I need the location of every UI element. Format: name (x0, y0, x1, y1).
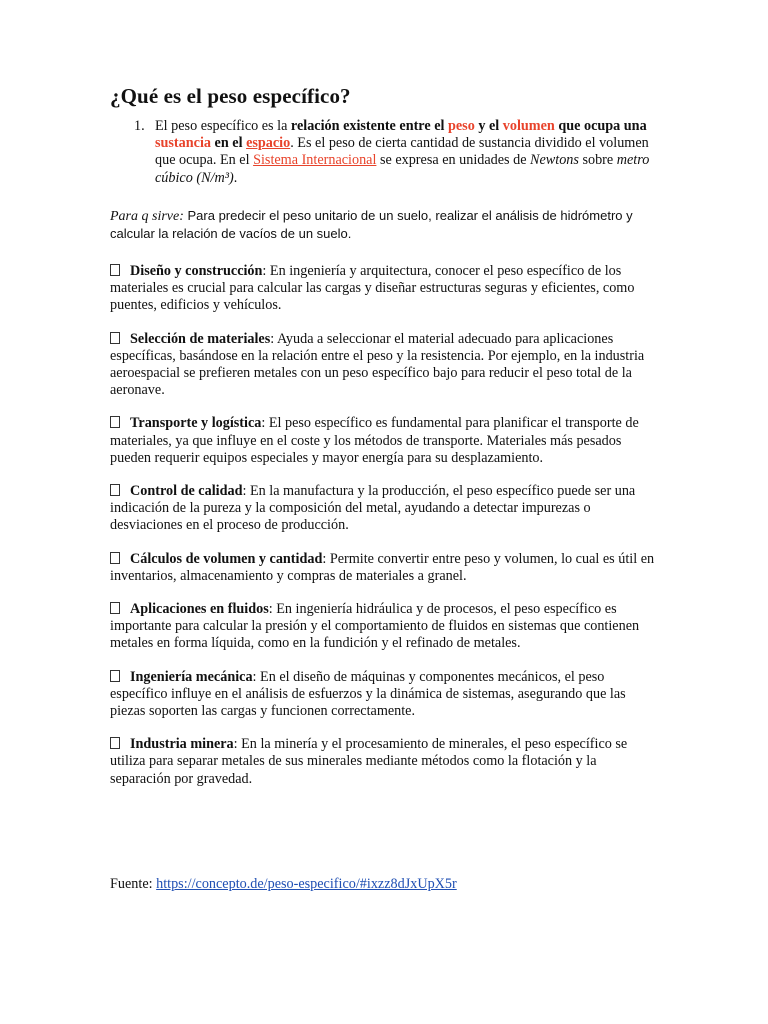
bullet-aplicaciones-fluidos (110, 601, 660, 653)
checkbox-glyph-icon (110, 552, 120, 564)
definition-bold-2: y el (474, 118, 503, 134)
unit-metro-cubico: metro cúbico (N/m³) (155, 152, 650, 186)
source-line (110, 876, 457, 893)
checkbox-glyph-icon (110, 416, 120, 428)
link-sistema-internacional[interactable]: Sistema Internacional (253, 152, 377, 169)
definition-text-4: sobre (578, 152, 617, 169)
bullet-text: : Permite convertir entre peso y volumen, lo cual es útil en inventarios, almacenamiento y compras de materiales a granel. (110, 550, 655, 584)
purpose-paragraph (110, 207, 655, 242)
bullet-title: Industria minera (130, 736, 234, 753)
checkbox-glyph-icon (110, 737, 120, 749)
bullet-text: : El peso específico es fundamental para planificar el transporte de materiales, ya que influye en el coste y los métodos de transporte. Materiales más pesados pueden requerir equipos especiales y mayor energía para su desplazamiento. (110, 415, 639, 466)
bullet-title: Selección de materiales (130, 330, 271, 347)
page-title: ¿Qué es el peso específico? (110, 84, 351, 108)
definition-text (155, 118, 650, 187)
bullet-title: Transporte y logística (130, 415, 262, 432)
checkbox-glyph-icon (110, 484, 120, 496)
definition-text-5: . (233, 169, 238, 186)
definition-text-1: El peso específico es la (155, 118, 291, 134)
bullet-title: Cálculos de volumen y cantidad (130, 550, 323, 567)
bullet-title: Aplicaciones en fluidos (130, 601, 269, 618)
checkbox-glyph-icon (110, 602, 120, 614)
definition-bold-4: en el (210, 135, 247, 152)
bullet-calculos-volumen (110, 551, 660, 585)
checkbox-glyph-icon (110, 332, 120, 344)
term-sustancia: sustancia (155, 135, 211, 152)
definition-list-item (110, 118, 650, 187)
definition-bold-3: que ocupa una (554, 118, 647, 134)
applications-list (110, 263, 660, 804)
bullet-text: : Ayuda a seleccionar el material adecuado para aplicaciones específicas, basándose en la relación entre el peso y la resistencia. Por ejemplo, en la industria aeroespacial se prefieren metales con un peso específico bajo para reducir el peso total de la aeronave. (110, 330, 645, 399)
source-label: Fuente: (110, 876, 157, 892)
term-peso: peso (447, 118, 475, 134)
definition-bold-1: relación existente entre el (290, 118, 448, 134)
bullet-industria-minera (110, 736, 660, 788)
purpose-body: Para predecir el peso unitario de un suelo, realizar el análisis de hidrómetro y calcular la relación de vacíos de un suelo. (110, 208, 633, 241)
link-espacio[interactable]: espacio (246, 135, 291, 152)
bullet-title: Control de calidad (130, 483, 243, 500)
bullet-text: : En ingeniería y arquitectura, conocer el peso específico de los materiales es crucial para calcular las cargas y diseñar estructuras seguras y eficientes, como puentes, edificios y vehículos. (110, 263, 635, 314)
term-volumen: volumen (502, 118, 555, 134)
checkbox-glyph-icon (110, 264, 120, 276)
bullet-seleccion-materiales (110, 331, 660, 400)
bullet-transporte-logistica (110, 415, 660, 467)
bullet-title: Diseño y construcción (130, 263, 263, 279)
bullet-text: : En la minería y el procesamiento de minerales, el peso específico se utiliza para separar metales de sus minerales mediante métodos como la flotación y la separación por gravedad. (110, 736, 628, 787)
definition-text-2: . Es el peso de cierta cantidad de sustancia dividido el volumen que ocupa. En el (155, 135, 649, 169)
checkbox-glyph-icon (110, 670, 120, 682)
bullet-diseno-construccion (110, 263, 660, 315)
definition-text-3: se expresa en unidades de (376, 152, 531, 169)
unit-newtons: Newtons (530, 152, 579, 169)
bullet-title: Ingeniería mecánica (130, 668, 253, 685)
bullet-text: : En la manufactura y la producción, el peso específico puede ser una indicación de la pureza y la composición del metal, ayudando a detectar impurezas o desviaciones en el proceso de producción. (110, 483, 636, 534)
purpose-lead: Para q sirve: (110, 209, 184, 224)
source-link[interactable]: https://concepto.de/peso-especifico/#ixzz8dJxUpX5r (156, 876, 457, 892)
bullet-text: : En el diseño de máquinas y componentes mecánicos, el peso específico influye en el análisis de esfuerzos y la dinámica de sistemas, asegurando que las piezas soporten las cargas y funcionen correctamente. (110, 668, 626, 720)
list-number: 1. (134, 118, 145, 134)
bullet-text: : En ingeniería hidráulica y de procesos, el peso específico es importante para calcular la presión y el comportamiento de fluidos en sistemas que contienen metales en forma líquida, como en la fundición y el refinado de metales. (110, 601, 640, 652)
bullet-ingenieria-mecanica (110, 669, 660, 721)
bullet-control-calidad (110, 483, 660, 535)
